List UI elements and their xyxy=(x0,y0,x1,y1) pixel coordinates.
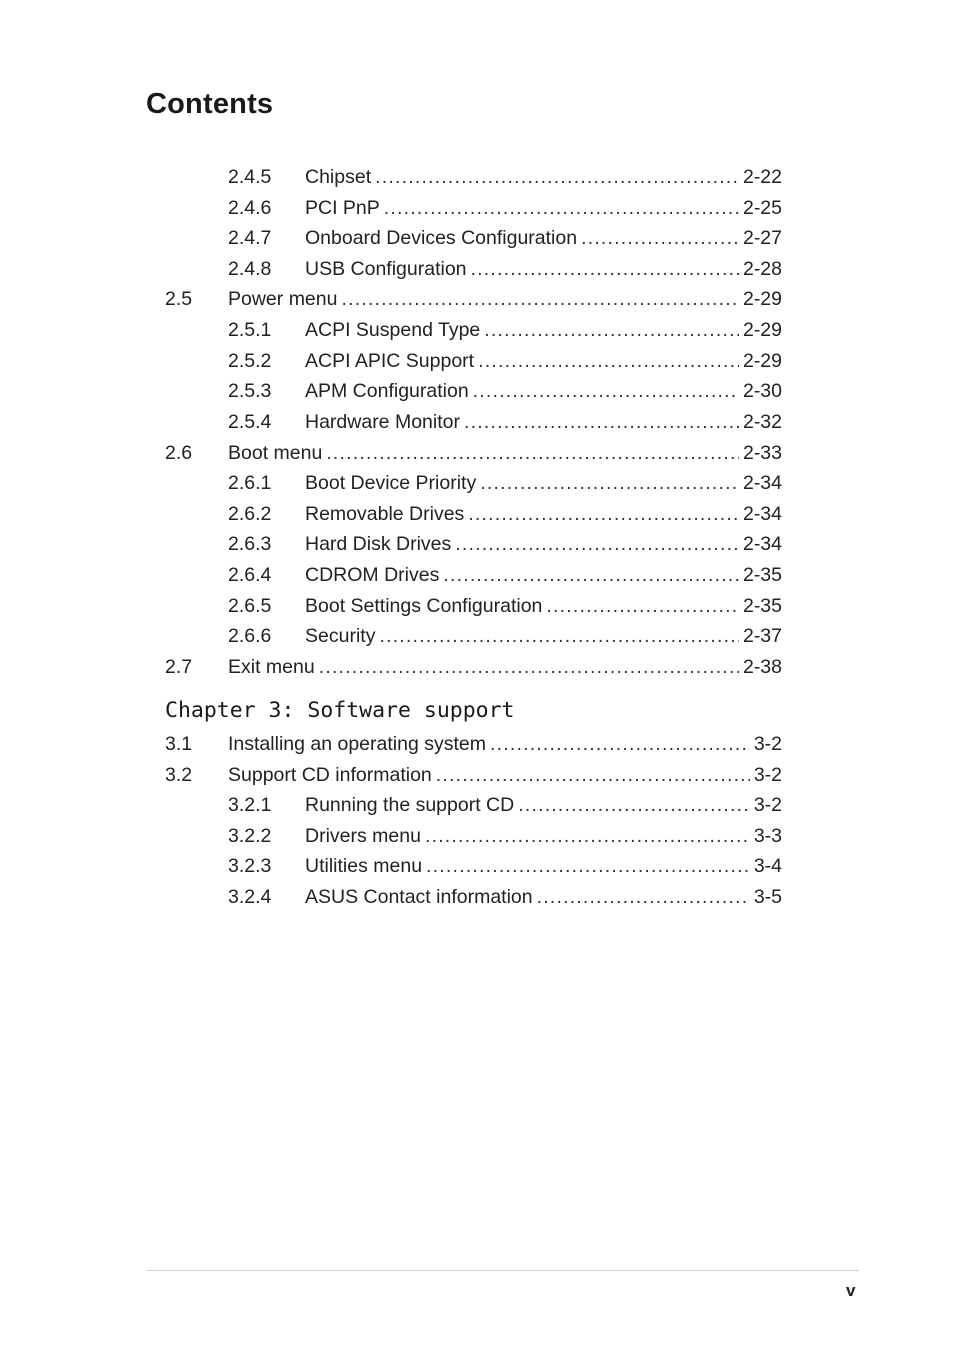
toc-entry-number: 2.5.4 xyxy=(228,410,272,433)
dot-leader xyxy=(581,225,739,251)
toc-entry-page: 2-29 xyxy=(739,348,782,374)
dot-leader xyxy=(468,501,739,527)
page-title: Contents xyxy=(146,88,274,120)
toc-entry-number: 2.6.3 xyxy=(228,533,272,556)
toc-entry-number: 3.2.4 xyxy=(228,886,272,909)
toc-entry xyxy=(228,470,782,496)
toc-entry-title: Boot menu xyxy=(228,440,326,466)
dot-leader xyxy=(375,164,739,190)
toc-entry-page: 2-34 xyxy=(739,531,782,557)
toc-entry-page: 2-35 xyxy=(739,593,782,619)
toc-entry-title: Hardware Monitor xyxy=(305,409,464,435)
toc-entry-title: CDROM Drives xyxy=(305,562,443,588)
toc-entry-number: 2.4.6 xyxy=(228,196,272,219)
dot-leader xyxy=(425,823,750,849)
chapter-heading: Chapter 3: Software support xyxy=(165,698,515,723)
page-number: v xyxy=(846,1281,856,1300)
dot-leader xyxy=(464,409,739,435)
footer-divider xyxy=(146,1270,859,1271)
dot-leader xyxy=(478,348,739,374)
toc-entry-title: Onboard Devices Configuration xyxy=(305,225,581,251)
toc-entry-page: 3-2 xyxy=(750,762,782,788)
toc-entry-title: Installing an operating system xyxy=(228,731,490,757)
toc-entry xyxy=(165,440,782,466)
toc-entry xyxy=(228,792,782,818)
toc-entry-title: Exit menu xyxy=(228,654,319,680)
toc-entry xyxy=(165,731,782,757)
toc-entry-page: 2-38 xyxy=(739,654,782,680)
toc-entry-number: 2.4.7 xyxy=(228,227,272,250)
toc-entry-title: Support CD information xyxy=(228,762,436,788)
toc-entry-title: PCI PnP xyxy=(305,195,384,221)
dot-leader xyxy=(455,531,739,557)
toc-entry xyxy=(228,225,782,251)
toc-entry-number: 2.7 xyxy=(165,655,193,678)
toc-entry xyxy=(228,593,782,619)
toc-entry-page: 2-32 xyxy=(739,409,782,435)
toc-entry-number: 2.6.1 xyxy=(228,472,272,495)
toc-entry-page: 3-2 xyxy=(750,792,782,818)
toc-entry-number: 3.1 xyxy=(165,733,193,755)
toc-entry-number: 2.5 xyxy=(165,288,193,311)
toc-entry-page: 2-27 xyxy=(739,225,782,251)
toc-entry-number: 2.6.2 xyxy=(228,502,272,525)
dot-leader xyxy=(384,195,739,221)
toc-entry-number: 2.5.2 xyxy=(228,349,272,372)
dot-leader xyxy=(426,853,750,879)
toc-entry-number: 2.5.1 xyxy=(228,319,272,342)
toc-entry-title: Boot Device Priority xyxy=(305,470,480,496)
toc-entry xyxy=(228,823,782,849)
toc-entry-page: 3-2 xyxy=(750,731,782,757)
toc-entry-title: Removable Drives xyxy=(305,501,468,527)
toc-entry-number: 2.6.5 xyxy=(228,594,272,617)
toc-entry-page: 2-37 xyxy=(739,623,782,649)
toc-entry xyxy=(228,884,782,910)
toc-entry-page: 2-22 xyxy=(739,164,782,190)
toc-entry-page: 2-34 xyxy=(739,501,782,527)
dot-leader xyxy=(326,440,739,466)
toc-entry xyxy=(228,256,782,282)
toc-entry-number: 2.5.3 xyxy=(228,380,272,403)
toc-entry-title: Hard Disk Drives xyxy=(305,531,455,557)
toc-entry-number: 3.2.3 xyxy=(228,855,272,878)
toc-entry-title: Chipset xyxy=(305,164,375,190)
toc-entry xyxy=(228,562,782,588)
dot-leader xyxy=(537,884,750,910)
toc-entry-title: Drivers menu xyxy=(305,823,425,849)
toc-entry-number: 2.4.8 xyxy=(228,257,272,280)
toc-entry-title: Utilities menu xyxy=(305,853,426,879)
toc-entry-title: Security xyxy=(305,623,379,649)
toc-entry xyxy=(165,654,782,680)
toc-entry-page: 3-3 xyxy=(750,823,782,849)
toc-entry-page: 2-35 xyxy=(739,562,782,588)
toc-entry xyxy=(228,531,782,557)
toc-entry xyxy=(228,409,782,435)
toc-entry-page: 2-33 xyxy=(739,440,782,466)
toc-entry-number: 3.2.1 xyxy=(228,794,272,817)
toc-entry xyxy=(228,348,782,374)
dot-leader xyxy=(518,792,750,818)
toc-entry-page: 2-28 xyxy=(739,256,782,282)
toc-entry xyxy=(228,378,782,404)
toc-entry xyxy=(165,286,782,312)
toc-entry-title: ACPI APIC Support xyxy=(305,348,478,374)
toc-entry xyxy=(228,164,782,190)
toc-entry xyxy=(228,317,782,343)
toc-entry-page: 2-29 xyxy=(739,286,782,312)
toc-entry-number: 2.6.6 xyxy=(228,625,272,648)
toc-entry-number: 2.6.4 xyxy=(228,564,272,587)
toc-entry xyxy=(165,762,782,788)
toc-entry xyxy=(228,623,782,649)
dot-leader xyxy=(480,470,739,496)
dot-leader xyxy=(490,731,750,757)
toc-entry-page: 2-30 xyxy=(739,378,782,404)
toc-entry-title: Running the support CD xyxy=(305,792,518,818)
dot-leader xyxy=(319,654,739,680)
dot-leader xyxy=(379,623,739,649)
toc-entry-title: APM Configuration xyxy=(305,378,473,404)
toc-entry-number: 2.6 xyxy=(165,441,193,464)
toc-entry-number: 2.4.5 xyxy=(228,166,272,188)
dot-leader xyxy=(484,317,739,343)
toc-entry-page: 2-34 xyxy=(739,470,782,496)
toc-entry-page: 2-25 xyxy=(739,195,782,221)
toc-entry-title: ACPI Suspend Type xyxy=(305,317,484,343)
toc-entry xyxy=(228,853,782,879)
dot-leader xyxy=(443,562,739,588)
toc-entry xyxy=(228,501,782,527)
toc-entry-title: USB Configuration xyxy=(305,256,471,282)
dot-leader xyxy=(546,593,739,619)
toc-entry-title: Boot Settings Configuration xyxy=(305,593,546,619)
dot-leader xyxy=(471,256,739,282)
dot-leader xyxy=(341,286,739,312)
toc-entry-title: ASUS Contact information xyxy=(305,884,537,910)
dot-leader xyxy=(473,378,739,404)
toc-entry-page: 3-5 xyxy=(750,884,782,910)
dot-leader xyxy=(436,762,750,788)
toc-entry-title: Power menu xyxy=(228,286,341,312)
toc-entry xyxy=(228,195,782,221)
toc-entry-page: 3-4 xyxy=(750,853,782,879)
toc-entry-number: 3.2.2 xyxy=(228,824,272,847)
toc-entry-number: 3.2 xyxy=(165,763,193,786)
toc-entry-page: 2-29 xyxy=(739,317,782,343)
